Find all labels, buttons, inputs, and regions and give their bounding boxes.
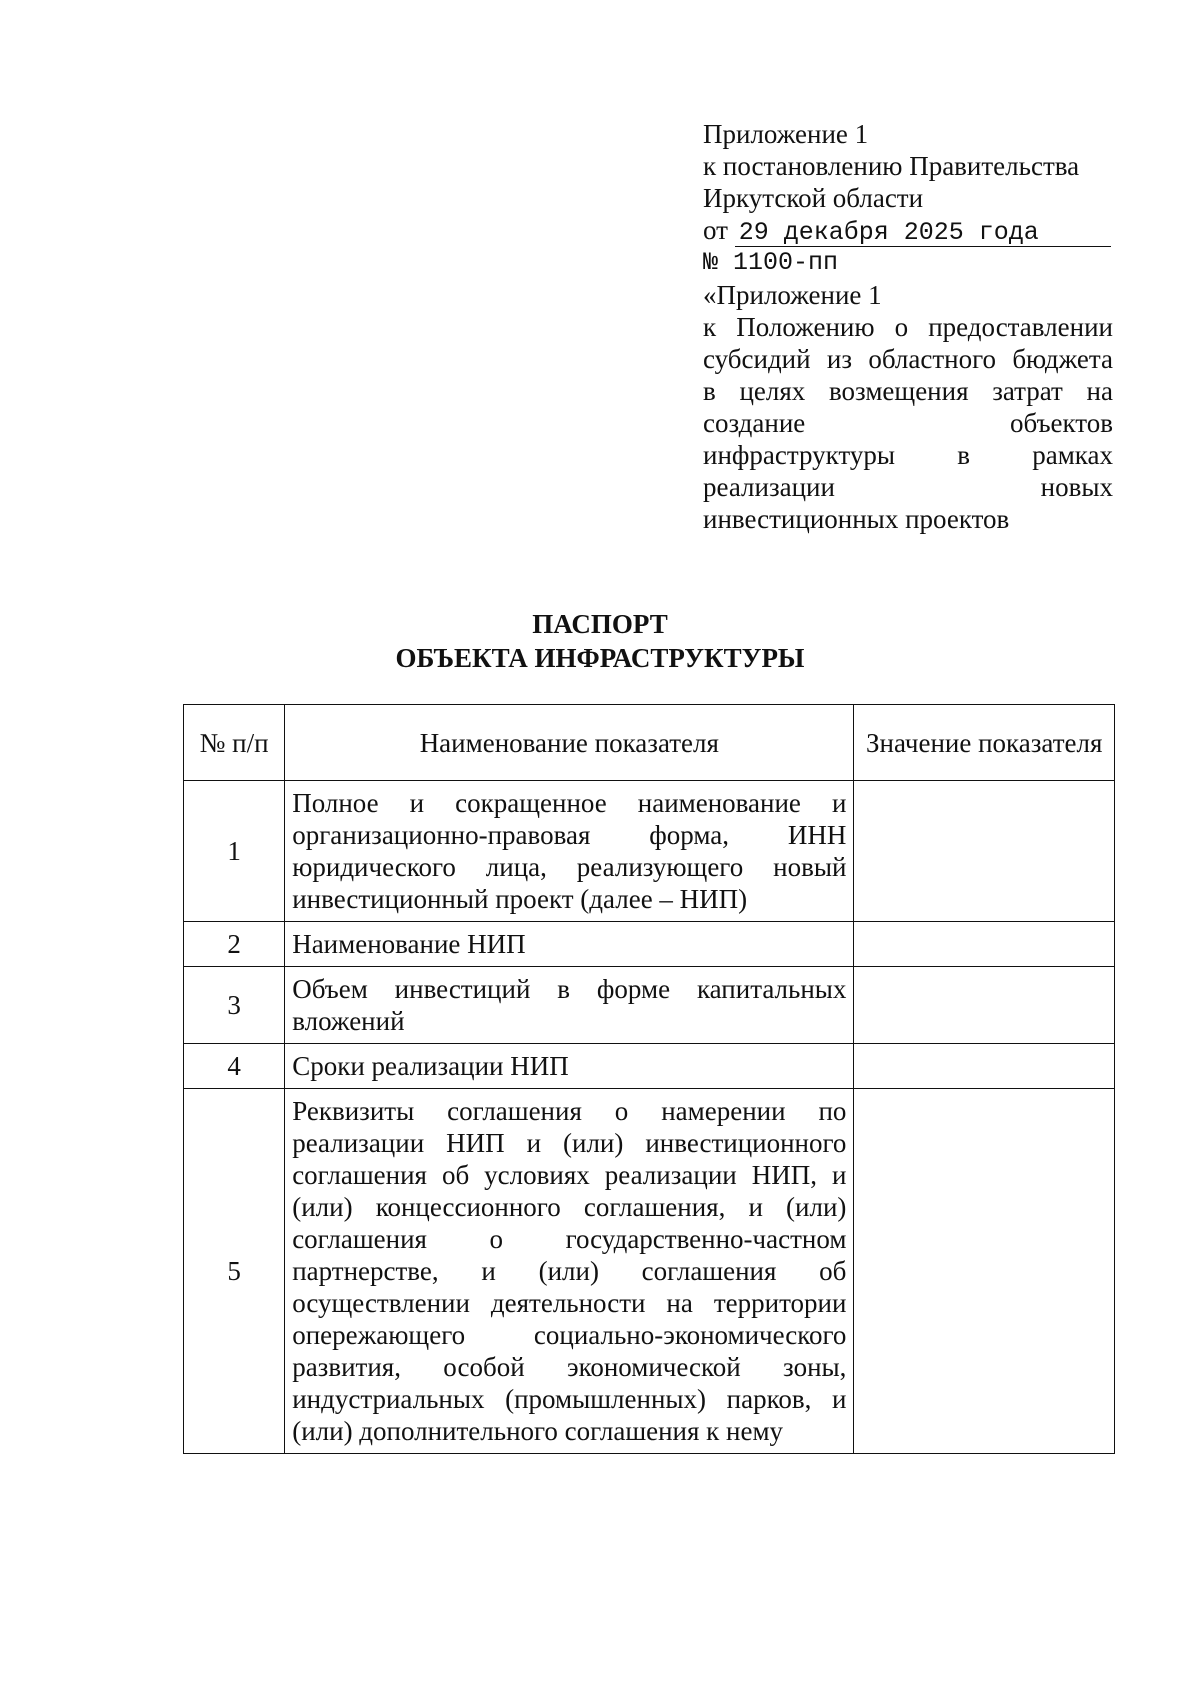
region-name: Иркутской области: [703, 183, 924, 213]
indicator-name: Наименование НИП: [285, 922, 854, 967]
indicator-name: Реквизиты соглашения о намерении по реализации НИП и (или) инвестиционного соглашения об условиях реализации НИП, и (или) концессионного соглашения, и (или) соглашения о государственно-частном партнерстве, и (или) соглашения об осуществлении деятельности на территории опережающего социально-экономического развития, особой экономической зоны, индустриальных (промышленных) парков, и (или) дополнительного соглашения к нему: [285, 1089, 854, 1454]
regulation-line: субсидий из областного бюджета: [703, 344, 1113, 374]
column-header-number: № п/п: [184, 705, 285, 781]
indicator-name: Объем инвестиций в форме капитальных вложений: [285, 967, 854, 1044]
date-value: 29 декабря 2025 года: [735, 220, 1111, 247]
passport-table: [183, 704, 1115, 1454]
date-prefix: от: [703, 215, 728, 245]
indicator-value: [854, 922, 1115, 967]
resolution-date: [703, 214, 1113, 247]
row-number: 1: [184, 781, 285, 922]
resolution-reference: к постановлению Правительства: [703, 151, 1080, 181]
table-row: [184, 781, 1115, 922]
row-number: 4: [184, 1044, 285, 1089]
table-row: [184, 1044, 1115, 1089]
row-number: 2: [184, 922, 285, 967]
appendix-number: Приложение 1: [703, 119, 869, 149]
regulation-line: реализации новых: [703, 472, 1113, 502]
row-number: 3: [184, 967, 285, 1044]
regulation-line: к Положению о предоставлении: [703, 312, 1113, 342]
regulation-line: инвестиционных проектов: [703, 504, 1010, 534]
resolution-number: № 1100-пп: [703, 248, 839, 277]
indicator-value: [854, 781, 1115, 922]
table-row: [184, 1089, 1115, 1454]
indicator-value: [854, 1089, 1115, 1454]
table-row: [184, 967, 1115, 1044]
nested-appendix-number: «Приложение 1: [703, 280, 882, 310]
table-header-row: [184, 705, 1115, 781]
column-header-indicator: Наименование показателя: [285, 705, 854, 781]
row-number: 5: [184, 1089, 285, 1454]
indicator-value: [854, 1044, 1115, 1089]
table-row: [184, 922, 1115, 967]
indicator-value: [854, 967, 1115, 1044]
column-header-value: Значение показателя: [854, 705, 1115, 781]
regulation-line: создание объектов: [703, 408, 1113, 438]
document-subtitle: ОБЪЕКТА ИНФРАСТРУКТУРЫ: [395, 643, 805, 673]
indicator-name: Полное и сокращенное наименование и организационно-правовая форма, ИНН юридического лица, реализующего новый инвестиционный проект (далее – НИП): [285, 781, 854, 922]
appendix-header: [703, 118, 1113, 535]
document-title: ПАСПОРТ: [532, 609, 668, 639]
indicator-name: Сроки реализации НИП: [285, 1044, 854, 1089]
regulation-line: в целях возмещения затрат на: [703, 376, 1113, 406]
regulation-line: инфраструктуры в рамках: [703, 440, 1113, 470]
